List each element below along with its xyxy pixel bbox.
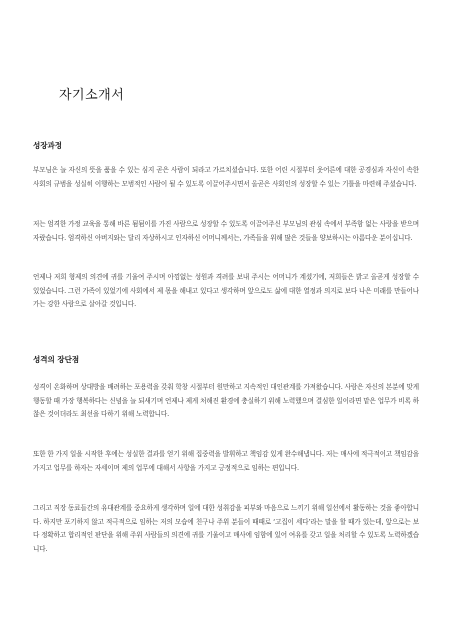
paragraph: 저는 엄격한 가정 교육을 통해 바른 됨됨이를 가진 사람으로 성장할 수 있도록 이끌어주신 부모님의 관심 속에서 부족함 없는 사랑을 받으며 자랐습니다. 엄격하신 아버지와는 달리 자상하시고 인자하신 어머니께서는, 가족들을 위해 많은 것들을 양보하시는 아름다운 분이십니다. — [33, 220, 419, 242]
paragraph: 그리고 직장 동료들간의 유대관계를 중요하게 생각하며 일에 대한 성취감을 피부와 마음으로 느끼기 위해 일선에서 활동하는 것을 좋아합니다. 하지만 포기하지 않고 적극적으로 임하는 저의 모습에 친구나 주위 분들이 때때로 ‘고집이 세다’라는 말을 할 때가 있는데, 앞으로는 보다 정확하고 합리적인 판단을 위해 주위 사람들의 의견에 귀를 기울이고 매사에 임함에 있어 여유를 갖고 일을 처리할 수 있도록 노력하겠습니다. — [33, 504, 419, 553]
section-heading-growth: 성장과정 — [33, 141, 62, 150]
paragraph: 부모님은 늘 자신의 뜻을 품을 수 있는 심지 곧은 사람이 되라고 가르치셨습니다. 또한 어린 시절부터 웃어른에 대한 공경심과 자신이 속한 사회의 규범을 성실히 이행하는 모범적인 사람이 될 수 있도록 이끌어주시면서 올곧은 사회인의 성장할 수 있는 기틀을 마련해 주셨습니다. — [33, 166, 419, 188]
paragraph: 성격이 온화하며 상대방을 배려하는 포용력을 갖춰 학창 시절부터 원만하고 지속적인 대인관계를 가져왔습니다. 사람은 자신의 본분에 맞게 행동할 때 가장 행복하다는 신념을 늘 되새기며 언제나 제게 처해진 환경에 충실하기 위해 노력했으며 결심한 일이라면 맡은 업무가 비록 하찮은 것이더라도 최선을 다하기 위해 노력합니다. — [33, 383, 419, 418]
section-heading-personality: 성격의 장단점 — [33, 355, 80, 364]
paragraph: 또한 한 가지 일을 시작한 후에는 성실한 결과를 얻기 위해 집중력을 발휘하고 책임감 있게 완수해냅니다. 저는 매사에 적극적이고 책임감을 가지고 업무를 하자는 자세이며 제의 업무에 대해서 사항을 가지고 긍정적으로 임하는 편입니다. — [33, 450, 419, 472]
paragraph: 언제나 저희 형제의 의견에 귀를 기울여 주시며 아낌없는 성원과 격려를 보내 주시는 어머니가 계셨기에, 저희들은 밝고 올곧게 성장할 수 있었습니다. 그런 가족이 있었기에 사회에서 제 몫을 해내고 있다고 생각하며 앞으로도 삶에 대한 열정과 의지로 보다 나은 미래를 만들어나가는 강한 사람으로 살아갈 것입니다. — [33, 273, 419, 308]
document-title: 자기소개서 — [59, 88, 125, 103]
